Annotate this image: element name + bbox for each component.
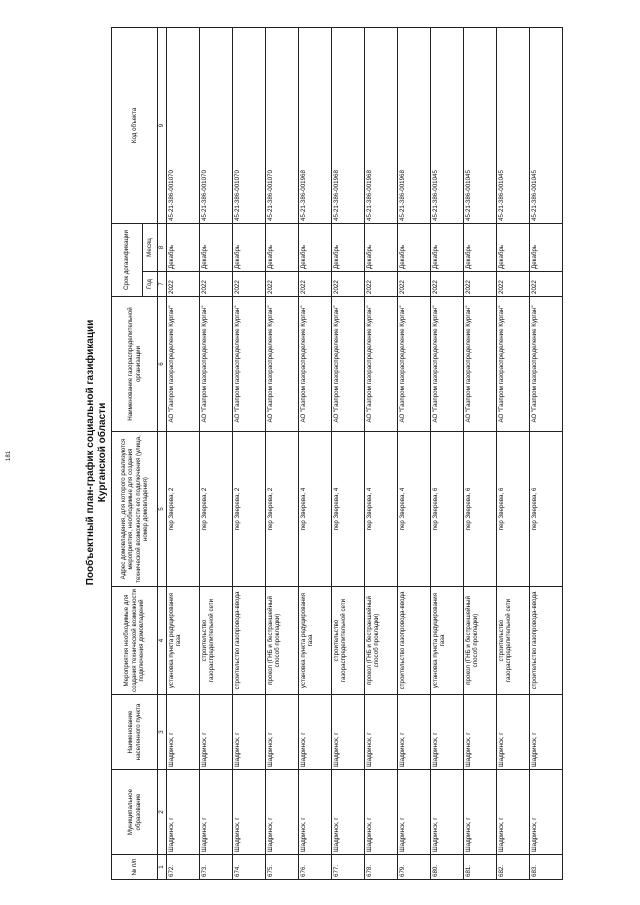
- header-month: Месяц: [143, 224, 158, 272]
- cell-measure: строительство газопровода-ввода: [398, 587, 431, 695]
- cell-measure: строительство газораспределительной сети: [332, 587, 365, 695]
- cell-gdo: АО "Газпром газораспределение Курган": [464, 297, 497, 432]
- cell-measure: прокол (ГНБ и бестраншейный способ прокладки): [266, 587, 299, 695]
- header-gdo: Наименование газораспределительной организации: [112, 297, 158, 432]
- cell-gdo: АО "Газпром газораспределение Курган": [365, 297, 398, 432]
- cell-address: пер Зверева, 4: [299, 432, 332, 587]
- cell-municipality: Шадринск, г: [233, 770, 266, 855]
- table-row: [497, 28, 530, 880]
- table-body: [167, 28, 563, 880]
- cell-year: 2022: [233, 272, 266, 297]
- column-number: 2: [158, 770, 167, 855]
- cell-measure: строительство газопровода-ввода: [530, 587, 563, 695]
- page-subtitle: Курганской области: [97, 402, 108, 503]
- cell-month: Декабрь: [332, 224, 365, 272]
- cell-settlement: Шадринск, г: [299, 695, 332, 770]
- cell-code: 45-21-386-001045: [530, 28, 563, 224]
- table-row: [530, 28, 563, 880]
- cell-gdo: АО "Газпром газораспределение Курган": [233, 297, 266, 432]
- cell-year: 2022: [530, 272, 563, 297]
- cell-num: 680.: [431, 855, 464, 880]
- cell-gdo: АО "Газпром газораспределение Курган": [530, 297, 563, 432]
- header-address: Адрес домовладения, для которого реализуются мероприятия, необходимые для создания технической возможности его подключения (улица, номер домовладения): [112, 432, 158, 587]
- cell-address: пер Зверева, 4: [398, 432, 431, 587]
- cell-address: пер Зверева, 2: [266, 432, 299, 587]
- table-row: [167, 28, 200, 880]
- cell-gdo: АО "Газпром газораспределение Курган": [431, 297, 464, 432]
- column-number: 4: [158, 587, 167, 695]
- cell-address: пер Зверева, 2: [200, 432, 233, 587]
- cell-month: Декабрь: [167, 224, 200, 272]
- cell-settlement: Шадринск, г: [398, 695, 431, 770]
- table-row: [200, 28, 233, 880]
- cell-year: 2022: [431, 272, 464, 297]
- table-row: [233, 28, 266, 880]
- cell-month: Декабрь: [464, 224, 497, 272]
- cell-code: 45-21-386-001968: [299, 28, 332, 224]
- header-settlement: Наименование населенного пункта: [112, 695, 158, 770]
- cell-num: 683.: [530, 855, 563, 880]
- cell-settlement: Шадринск, г: [167, 695, 200, 770]
- cell-code: 45-21-386-001968: [332, 28, 365, 224]
- cell-code: 45-21-386-001070: [233, 28, 266, 224]
- cell-municipality: Шадринск, г: [266, 770, 299, 855]
- header-measures: Мероприятия необходимые для создания технической возможности подключения домовладений: [112, 587, 158, 695]
- cell-municipality: Шадринск, г: [398, 770, 431, 855]
- cell-measure: установка пункта редуцирования газа: [167, 587, 200, 695]
- cell-address: пер Зверева, 6: [530, 432, 563, 587]
- cell-num: 681.: [464, 855, 497, 880]
- cell-code: 45-21-386-001070: [266, 28, 299, 224]
- page-title: Пообъектный план-график социальной газификации: [85, 319, 96, 586]
- cell-month: Декабрь: [530, 224, 563, 272]
- cell-month: Декабрь: [266, 224, 299, 272]
- cell-address: пер Зверева, 2: [167, 432, 200, 587]
- column-numbers-row: [158, 28, 167, 880]
- table-row: [464, 28, 497, 880]
- cell-year: 2022: [266, 272, 299, 297]
- cell-address: пер Зверева, 6: [431, 432, 464, 587]
- cell-code: 45-21-386-001968: [365, 28, 398, 224]
- cell-num: 677.: [332, 855, 365, 880]
- cell-num: 678.: [365, 855, 398, 880]
- cell-measure: прокол (ГНБ и бестраншейный способ прокладки): [464, 587, 497, 695]
- cell-settlement: Шадринск, г: [497, 695, 530, 770]
- cell-settlement: Шадринск, г: [464, 695, 497, 770]
- cell-num: 674.: [233, 855, 266, 880]
- table-row: [332, 28, 365, 880]
- cell-measure: прокол (ГНБ и бестраншейный способ прокладки): [365, 587, 398, 695]
- cell-gdo: АО "Газпром газораспределение Курган": [299, 297, 332, 432]
- cell-month: Декабрь: [233, 224, 266, 272]
- cell-address: пер Зверева, 4: [332, 432, 365, 587]
- cell-measure: строительство газораспределительной сети: [200, 587, 233, 695]
- cell-settlement: Шадринск, г: [530, 695, 563, 770]
- cell-code: 45-21-386-001968: [398, 28, 431, 224]
- cell-year: 2022: [398, 272, 431, 297]
- cell-num: 676.: [299, 855, 332, 880]
- cell-measure: установка пункта редуцирования газа: [431, 587, 464, 695]
- cell-settlement: Шадринск, г: [365, 695, 398, 770]
- header-num: № п/п: [112, 855, 158, 880]
- header-deadline: Срок догазификации: [112, 224, 143, 297]
- cell-municipality: Шадринск, г: [431, 770, 464, 855]
- column-number: 5: [158, 432, 167, 587]
- table-row: [365, 28, 398, 880]
- cell-month: Декабрь: [365, 224, 398, 272]
- cell-address: пер Зверева, 6: [497, 432, 530, 587]
- header-year: Год: [143, 272, 158, 297]
- cell-year: 2022: [167, 272, 200, 297]
- table-row: [398, 28, 431, 880]
- cell-municipality: Шадринск, г: [200, 770, 233, 855]
- cell-month: Декабрь: [497, 224, 530, 272]
- cell-num: 673.: [200, 855, 233, 880]
- cell-address: пер Зверева, 6: [464, 432, 497, 587]
- column-number: 7: [158, 272, 167, 297]
- cell-month: Декабрь: [398, 224, 431, 272]
- cell-code: 45-21-386-001045: [431, 28, 464, 224]
- cell-municipality: Шадринск, г: [464, 770, 497, 855]
- cell-num: 682.: [497, 855, 530, 880]
- cell-gdo: АО "Газпром газораспределение Курган": [398, 297, 431, 432]
- cell-settlement: Шадринск, г: [200, 695, 233, 770]
- cell-code: 45-21-386-001045: [464, 28, 497, 224]
- column-number: 1: [158, 855, 167, 880]
- column-number: 3: [158, 695, 167, 770]
- cell-settlement: Шадринск, г: [431, 695, 464, 770]
- cell-num: 672.: [167, 855, 200, 880]
- cell-measure: установка пункта редуцирования газа: [299, 587, 332, 695]
- cell-gdo: АО "Газпром газораспределение Курган": [266, 297, 299, 432]
- cell-gdo: АО "Газпром газораспределение Курган": [200, 297, 233, 432]
- cell-year: 2022: [365, 272, 398, 297]
- cell-municipality: Шадринск, г: [497, 770, 530, 855]
- cell-gdo: АО "Газпром газораспределение Курган": [497, 297, 530, 432]
- cell-municipality: Шадринск, г: [530, 770, 563, 855]
- cell-month: Декабрь: [200, 224, 233, 272]
- cell-year: 2022: [464, 272, 497, 297]
- cell-municipality: Шадринск, г: [332, 770, 365, 855]
- cell-municipality: Шадринск, г: [299, 770, 332, 855]
- cell-measure: строительство газораспределительной сети: [497, 587, 530, 695]
- cell-gdo: АО "Газпром газораспределение Курган": [167, 297, 200, 432]
- table-row: [266, 28, 299, 880]
- cell-address: пер Зверева, 4: [365, 432, 398, 587]
- page-number: 181: [6, 450, 12, 461]
- cell-settlement: Шадринск, г: [233, 695, 266, 770]
- cell-month: Декабрь: [431, 224, 464, 272]
- cell-measure: строительство газопровода-ввода: [233, 587, 266, 695]
- cell-municipality: Шадринск, г: [167, 770, 200, 855]
- cell-municipality: Шадринск, г: [365, 770, 398, 855]
- cell-address: пер Зверева, 2: [233, 432, 266, 587]
- column-number: 8: [158, 224, 167, 272]
- cell-code: 45-21-386-001045: [497, 28, 530, 224]
- schedule-table: [111, 27, 563, 880]
- cell-code: 45-21-386-001070: [200, 28, 233, 224]
- table-row: [431, 28, 464, 880]
- column-number: 9: [158, 28, 167, 224]
- table-row: [299, 28, 332, 880]
- column-number: 6: [158, 297, 167, 432]
- cell-year: 2022: [497, 272, 530, 297]
- cell-gdo: АО "Газпром газораспределение Курган": [332, 297, 365, 432]
- cell-year: 2022: [200, 272, 233, 297]
- cell-settlement: Шадринск, г: [266, 695, 299, 770]
- cell-code: 45-21-386-001070: [167, 28, 200, 224]
- header-code: Код объекта: [112, 28, 158, 224]
- cell-num: 679.: [398, 855, 431, 880]
- cell-settlement: Шадринск, г: [332, 695, 365, 770]
- cell-year: 2022: [332, 272, 365, 297]
- header-municipality: Муниципальное образование: [112, 770, 158, 855]
- cell-month: Декабрь: [299, 224, 332, 272]
- cell-num: 675.: [266, 855, 299, 880]
- cell-year: 2022: [299, 272, 332, 297]
